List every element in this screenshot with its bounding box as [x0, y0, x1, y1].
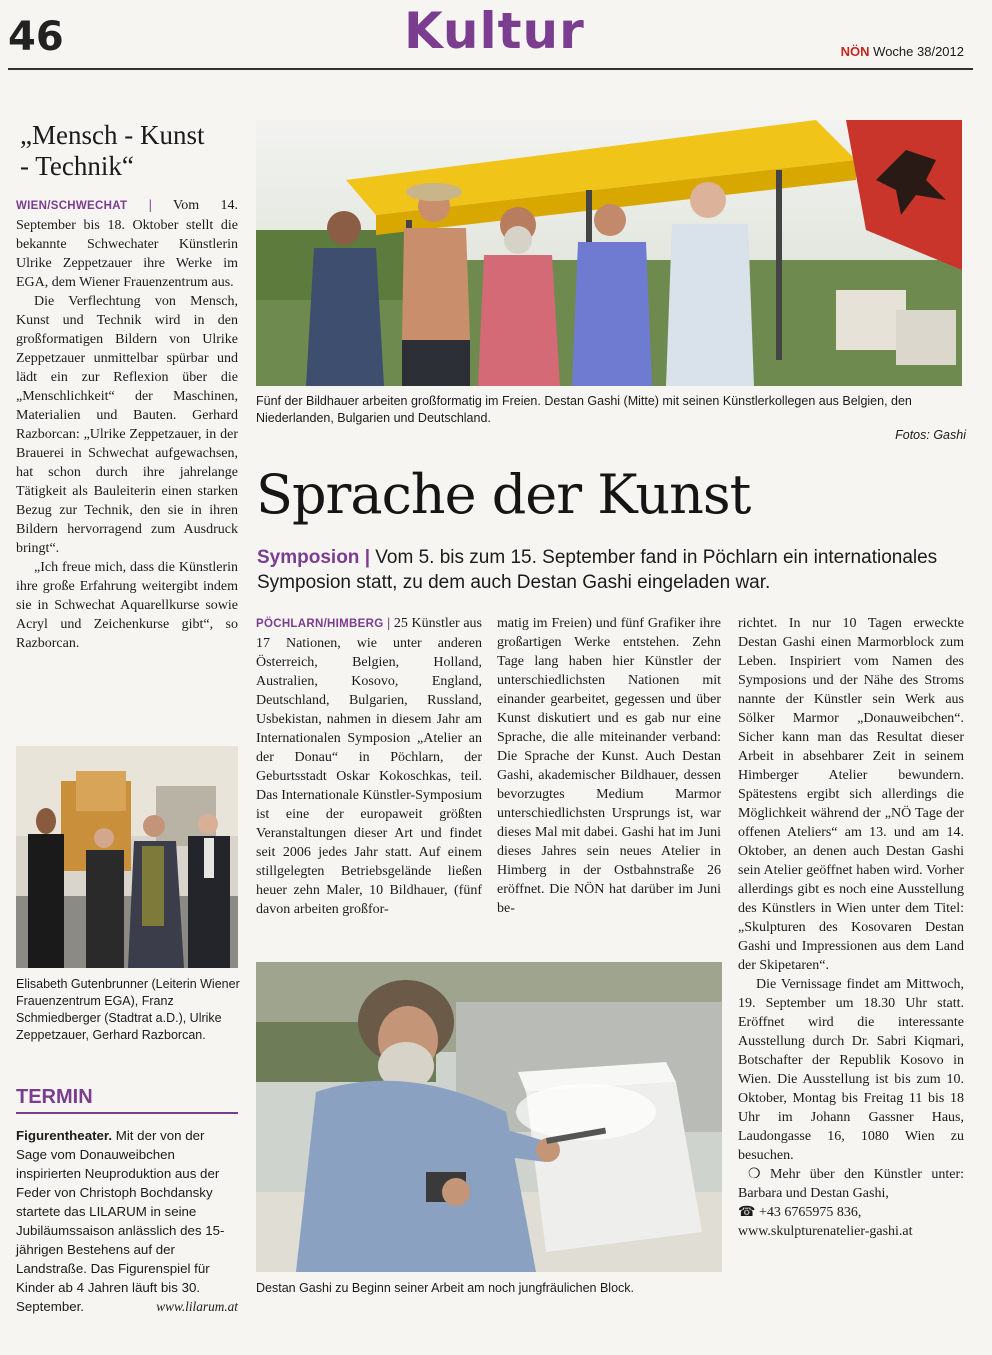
contact-block: [738, 1165, 964, 1241]
left-photo: [16, 746, 238, 968]
main-deck: [257, 545, 975, 595]
top-photo: [256, 120, 962, 386]
section-title: Kultur: [404, 2, 585, 60]
termin-text: Mit der von der Sage vom Donauweibchen inspirierten Neuproduktion aus der Feder von Christoph Bochdansky startete das LILARUM in seine Jubiläumssaison anlässlich des 15-jährigen Bestehens auf der Landstraße. Das Figurenspiel für Kinder ab 4 Jahren läuft bis 30. September.: [16, 1128, 225, 1314]
deck-text: Vom 5. bis zum 15. September fand in Pöchlarn ein internationales Symposion statt, zu dem auch Destan Gashi eingeladen war.: [257, 547, 938, 593]
left-article-body: [16, 196, 238, 653]
termin-heading: TERMIN: [16, 1086, 93, 1108]
left-kicker: WIEN/SCHWECHAT: [16, 200, 128, 212]
contact-website[interactable]: www.skulpturenatelier-gashi.at: [738, 1224, 913, 1239]
left-paragraph-3: „Ich freue mich, dass die Künstlerin ihre große Erfahrung weitergibt indem sie in Schwechat Aquarellkurse sowie Acryl und Zeichenkurse gibt“, so Razborcan.: [16, 560, 238, 651]
left-article-headline: [20, 120, 245, 182]
top-caption-text: Fünf der Bildhauer arbeiten großformatig im Freien. Destan Gashi (Mitte) mit seinen Künstlerkollegen aus Belgien, den Niederlanden, Bulgarien und Deutschland.: [256, 394, 912, 425]
top-photo-caption: [256, 393, 966, 444]
main-col3-paragraph-2: Die Vernissage findet am Mittwoch, 19. September um 18.30 Uhr statt. Eröffnet wird die interessante Ausstellung durch Dr. Sabri Kiqmari, Botschafter der Republik Kosovo in Wien. Die Ausstellung ist bis zum 10. Oktober, Montag bis Freitag 11 bis 18 Uhr im Johann Gassner Haus, Laudongasse 16, 1080 Wien zu besuchen.: [738, 977, 964, 1163]
deck-kicker: Symposion: [257, 547, 360, 568]
main-kicker: PÖCHLARN/HIMBERG: [256, 618, 384, 630]
header-divider: [8, 68, 973, 70]
main-kicker-separator: |: [387, 616, 391, 631]
termin-divider: [16, 1112, 238, 1114]
deck-separator: |: [364, 547, 371, 568]
left-headline-line2: - Technik“: [20, 151, 134, 181]
contact-phone[interactable]: ☎ +43 6765975 836,: [738, 1205, 862, 1220]
left-paragraph-2: Die Verflechtung von Mensch, Kunst und Technik wird in den großformatigen Bildern von Ulrike Zeppetzauer unmittelbar spürbar und lädt ein zur Reflexion über die „Menschlichkeit“ der Maschinen, Materialien und Bauten. Gerhard Razborcan: „Ulrike Zeppetzauer, in der Brauerei in Schwechat aufgewachsen, hat schon durch ihre jahrelange Tätigkeit als Bauleiterin einen starken Bezug zur Technik, den sie in ihren Bildern hervorragend zum Ausdruck bringt“.: [16, 294, 238, 556]
issue-info: [841, 44, 964, 59]
left-photo-caption: Elisabeth Gutenbrunner (Leiterin Wiener Frauenzentrum EGA), Franz Schmiedberger (Stadtrat a.D.), Ulrike Zeppetzauer, Gerhard Razborcan.: [16, 977, 240, 1042]
contact-intro: ❍ Mehr über den Künstler unter: Barbara und Destan Gashi,: [738, 1167, 964, 1201]
brand-logo: NÖN: [840, 44, 870, 59]
main-col3-paragraph-1: richtet. In nur 10 Tagen erweckte Destan Gashi einen Marmorblock zum Leben. Inspiriert vom Namen des Symposions und der Nähe des Stroms nannte der Künstler sein Werk aus Sölker Marmor „Donauweibchen“. Sicher kann man das Resultat dieser Arbeit in absehbarer Zeit in seinem Himberger Atelier bewundern. Spätestens ergibt sich allerdings die Möglichkeit während der „NÖ Tage der offenen Ateliers“ am 13. und am 14. Oktober, an denen auch Destan Gashi sein Atelier geöffnet haben wird. Vorher allerdings gibt es noch eine Ausstellung des Künstlers in Wien unter dem Titel: „Skulpturen des Kosovaren Destan Gashi und Impressionen aus dem Land der Skipetaren“.: [738, 616, 964, 973]
main-column-3: [738, 614, 964, 1241]
page-header: [0, 0, 992, 72]
sculptors-photo-image: [256, 120, 962, 386]
left-paragraph-text-1: Vom 14. September bis 18. Oktober stellt die bekannte Schwechater Künstlerin Ulrike Zeppetzauer ihre Werke im EGA, dem Wiener Frauenzentrum aus.: [16, 198, 239, 290]
issue-week: Woche 38/2012: [873, 44, 964, 59]
bottom-photo-caption: Destan Gashi zu Beginn seiner Arbeit am noch jungfräulichen Block.: [256, 1281, 634, 1295]
left-headline-line1: „Mensch - Kunst: [20, 120, 205, 150]
main-column-1: [256, 614, 482, 919]
photo-credit: Fotos: Gashi: [895, 428, 966, 442]
group-photo-image: [16, 746, 238, 968]
main-col1-text: 25 Künstler aus 17 Nationen, wie unter anderen Österreich, Belgien, Holland, Australien, Kosovo, England, Deutschland, Bulgarien, Russland, Usbekistan, nahmen in diesem Jahr am Internationalen Symposion „Atelier an der Donau“ in Pöchlarn, der Geburtsstadt Oskar Kokoschkas, teil. Das Internationale Künstler-Symposium ist eine der europaweit größten Veranstaltungen dieser Art und findet seit 2006 jedes Jahr statt. Auf einem stillgelegten Betriebsgelände ließen heuer zehn Maler, 10 Bildhauer, (fünf davon arbeiten großfor-: [256, 616, 483, 917]
main-headline: Sprache der Kunst: [256, 463, 751, 526]
bottom-photo: [256, 962, 722, 1272]
main-col2-text: matig im Freien) und fünf Grafiker ihre großartigen Werke entstehen. Zehn Tage lang haben hier Künstler der unterschiedlichsten Nationen mit einander gearbeitet, gegessen und über Kunst diskutiert und es gab nur eine Sprache, die alle miteinander verband: Die Sprache der Kunst. Auch Destan Gashi, akademischer Bildhauer, dessen bevorzugtes Medium Marmor unterschiedlichsten Ursprungs ist, war dieses Mal mit dabei. Gashi hat im Juni dieses Jahres sein neues Atelier in Himberg in der Ostbahnstraße 26 eröffnet. Die NÖN hat darüber im Juni be-: [497, 616, 721, 916]
kicker-separator: |: [148, 198, 152, 213]
main-column-2: [497, 614, 721, 918]
page-number: 46: [8, 14, 64, 60]
sculptor-at-work-image: [256, 962, 722, 1272]
termin-website[interactable]: www.lilarum.at: [156, 1299, 238, 1314]
left-paragraph-1: [16, 196, 238, 292]
termin-lead: Figurentheater.: [16, 1128, 113, 1143]
termin-body: [16, 1126, 238, 1316]
